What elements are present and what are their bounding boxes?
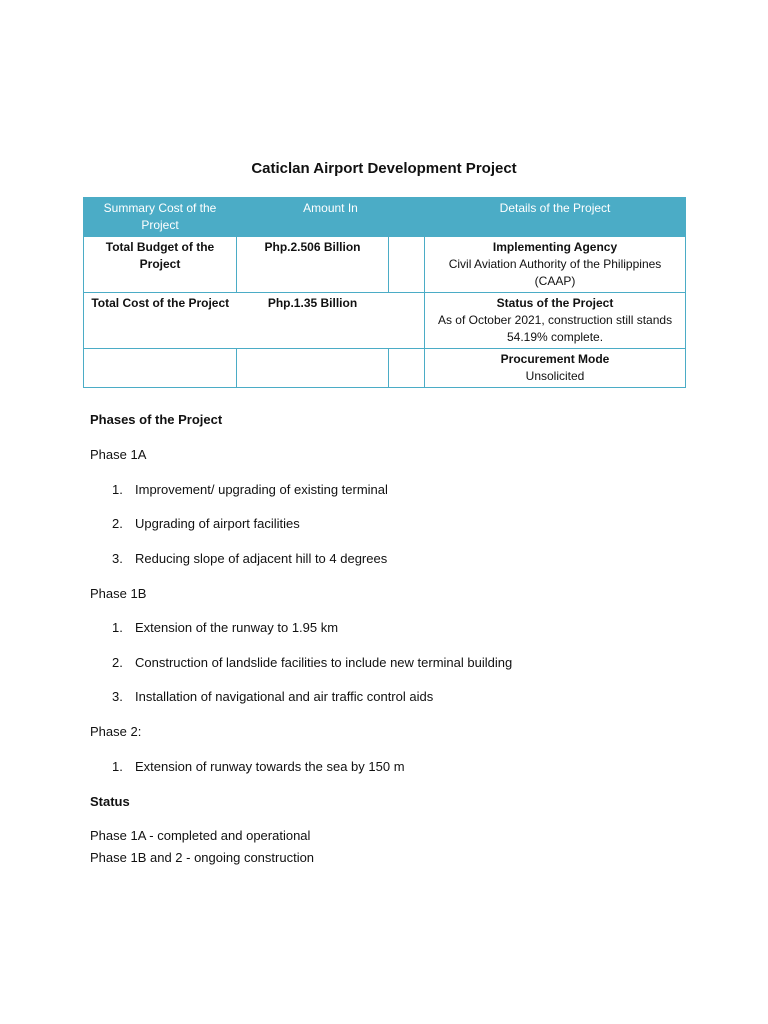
detail-heading: Procurement Mode xyxy=(500,352,610,366)
details-cell xyxy=(425,237,686,293)
list-item: Improvement/ upgrading of existing terminal xyxy=(135,482,388,497)
status-heading: Status xyxy=(90,794,130,809)
cost-label-cell: Total Cost of the Project xyxy=(84,293,237,349)
list-number: 1. xyxy=(112,482,123,497)
list-item: Reducing slope of adjacent hill to 4 degrees xyxy=(135,551,388,566)
empty-cell xyxy=(389,349,425,388)
list-number: 2. xyxy=(112,516,123,531)
document-title: Caticlan Airport Development Project xyxy=(251,160,517,177)
detail-text: As of October 2021, construction still stands 54.19% complete. xyxy=(437,313,673,344)
details-cell xyxy=(425,293,686,349)
detail-heading: Implementing Agency xyxy=(492,240,618,254)
cost-label-cell: Total Budget of the Project xyxy=(84,237,237,293)
detail-text: Unsolicited xyxy=(525,369,585,383)
amount-cell: Php.1.35 Billion xyxy=(237,293,389,349)
table-row xyxy=(84,293,686,349)
list-item: Installation of navigational and air traffic control aids xyxy=(135,689,434,704)
phase-2-label: Phase 2: xyxy=(90,724,142,739)
amount-cell xyxy=(237,349,389,388)
header-details: Details of the Project xyxy=(425,198,686,237)
detail-heading: Status of the Project xyxy=(496,296,614,310)
phases-heading: Phases of the Project xyxy=(90,412,223,427)
list-number: 3. xyxy=(112,551,123,566)
phase-1b-label: Phase 1B xyxy=(90,586,147,601)
list-item: Construction of landslide facilities to include new terminal building xyxy=(135,655,513,670)
table-row xyxy=(84,237,686,293)
status-line: Phase 1B and 2 - ongoing construction xyxy=(90,850,315,865)
table-header-row xyxy=(84,198,686,237)
list-number: 1. xyxy=(112,759,123,774)
header-amount-in: Amount In xyxy=(237,198,425,237)
project-summary-table xyxy=(83,197,686,388)
amount-cell: Php.2.506 Billion xyxy=(237,237,389,293)
cost-label-cell xyxy=(84,349,237,388)
detail-text: Civil Aviation Authority of the Philippines (CAAP) xyxy=(448,257,662,288)
details-cell xyxy=(425,349,686,388)
status-line: Phase 1A - completed and operational xyxy=(90,828,311,843)
list-number: 2. xyxy=(112,655,123,670)
table-row xyxy=(84,349,686,388)
list-item: Upgrading of airport facilities xyxy=(135,516,300,531)
list-number: 1. xyxy=(112,620,123,635)
list-item: Extension of the runway to 1.95 km xyxy=(135,620,339,635)
header-summary-cost: Summary Cost of the Project xyxy=(84,198,237,237)
list-number: 3. xyxy=(112,689,123,704)
empty-cell xyxy=(389,293,425,349)
phase-1a-label: Phase 1A xyxy=(90,447,147,462)
empty-cell xyxy=(389,237,425,293)
list-item: Extension of runway towards the sea by 150 m xyxy=(135,759,405,774)
